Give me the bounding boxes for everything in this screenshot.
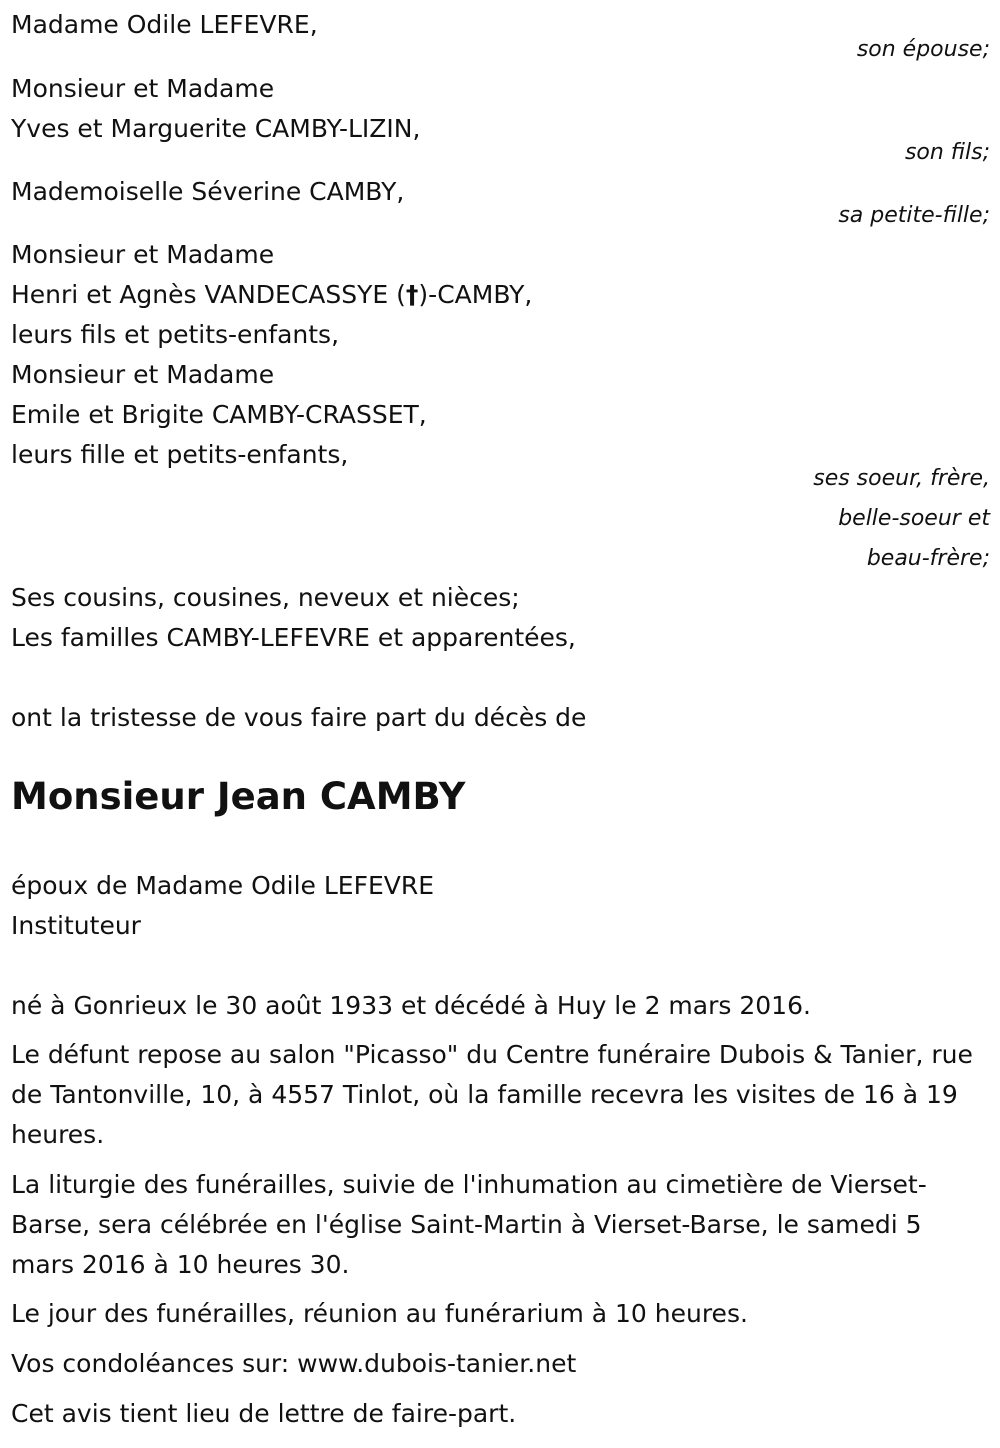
sibling1-title: Monsieur et Madame [11, 240, 275, 269]
sibling1-names-b: )-CAMBY, [418, 280, 533, 309]
spouse-of: époux de Madame Odile LEFEVRE [11, 871, 435, 900]
sibling2-children: leurs fille et petits-enfants, [11, 440, 349, 469]
occupation: Instituteur [11, 911, 141, 940]
families-line: Les familles CAMBY-LEFEVRE et apparentées, [11, 623, 576, 652]
sibling1-names-a: Henri et Agnès VANDECASSYE ( [11, 280, 406, 309]
sibling1-names [11, 280, 532, 310]
granddaughter-line: Mademoiselle Séverine CAMBY, [11, 177, 405, 206]
siblings-role-3: beau-frère; [866, 546, 990, 571]
rest-paragraph: Le défunt repose au salon "Picasso" du Centre funéraire Dubois & Tanier, rue de Tantonville, 10, à 4557 Tinlot, où la famille recevra les visites de 16 à 19 heures. [11, 1040, 973, 1149]
sibling1-children: leurs fils et petits-enfants, [11, 320, 340, 349]
birth-death: né à Gonrieux le 30 août 1933 et décédé à Huy le 2 mars 2016. [11, 991, 811, 1020]
son-role: son fils; [904, 140, 990, 165]
spouse-line: Madame Odile LEFEVRE, [11, 10, 318, 39]
announcement: ont la tristesse de vous faire part du décès de [11, 703, 587, 732]
cross-icon: † [405, 280, 419, 309]
son-title: Monsieur et Madame [11, 74, 275, 103]
deceased-name: Monsieur Jean CAMBY [11, 775, 466, 818]
cousins-line: Ses cousins, cousines, neveux et nièces; [11, 583, 520, 612]
son-names: Yves et Marguerite CAMBY-LIZIN, [11, 114, 421, 143]
sibling2-title: Monsieur et Madame [11, 360, 275, 389]
meeting-line: Le jour des funérailles, réunion au funérarium à 10 heures. [11, 1299, 748, 1328]
spouse-role: son épouse; [856, 37, 990, 62]
siblings-role-1: ses soeur, frère, [813, 466, 990, 491]
siblings-role-2: belle-soeur et [838, 506, 990, 531]
liturgy-paragraph: La liturgie des funérailles, suivie de l'inhumation au cimetière de Vierset-Barse, sera célébrée en l'église Saint-Martin à Vierset-Barse, le samedi 5 mars 2016 à 10 heures 30. [11, 1170, 927, 1279]
sibling2-names: Emile et Brigite CAMBY-CRASSET, [11, 400, 427, 429]
notice-line: Cet avis tient lieu de lettre de faire-part. [11, 1399, 517, 1428]
condolences-line: Vos condoléances sur: www.dubois-tanier.net [11, 1349, 577, 1378]
granddaughter-role: sa petite-fille; [838, 203, 990, 228]
